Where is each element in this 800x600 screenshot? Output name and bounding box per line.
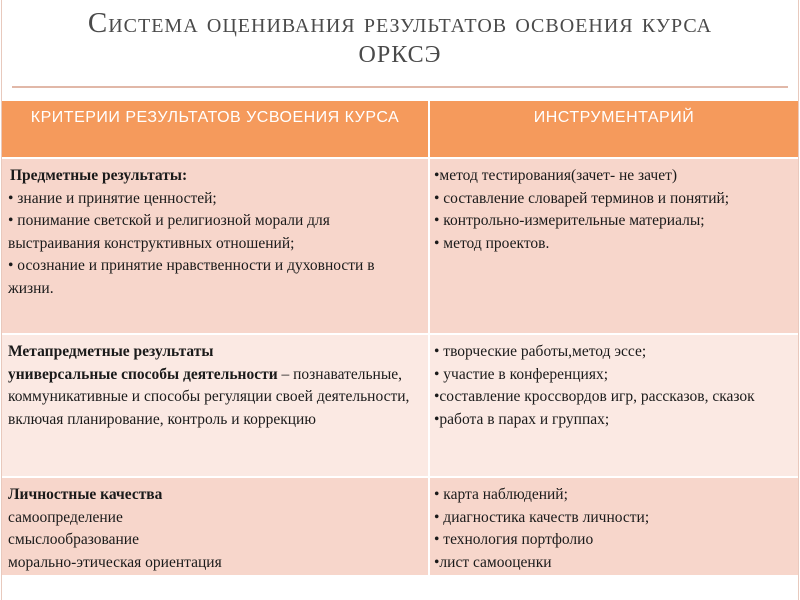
criteria-item: смыслообразование (8, 531, 139, 548)
header-tools: ИНСТРУМЕНТАРИЙ (429, 101, 798, 158)
page-title (20, 6, 780, 70)
tool-item: • технология портфолио (434, 531, 594, 548)
criteria-item: самоопределение (8, 508, 123, 526)
tool-item: • творческие работы,метод эссе; (434, 343, 647, 360)
tool-item: •составление кроссвордов игр, рассказов, сказок (434, 388, 755, 405)
criteria-heading: Личностные качества (8, 486, 163, 503)
criteria-heading: Метапредметные результаты (8, 343, 214, 360)
tool-item: • диагностика качеств личности; (434, 508, 650, 526)
tools-cell (429, 334, 798, 477)
assessment-table (2, 101, 798, 575)
page-title-line2: ОРКСЭ (358, 42, 442, 68)
tool-item: • участие в конференциях; (434, 365, 609, 383)
right-frame-line (798, 0, 799, 600)
header-criteria: КРИТЕРИИ РЕЗУЛЬТАТОВ УСВОЕНИЯ КУРСА (2, 101, 429, 158)
criteria-subheading: универсальные способы деятельности (8, 365, 278, 383)
tools-cell (429, 158, 798, 334)
table-row (2, 334, 798, 477)
criteria-cell (2, 158, 429, 334)
tool-item: • контрольно-измерительные материалы; (434, 212, 705, 229)
tool-item: •метод тестирования(зачет- не зачет) (434, 167, 678, 184)
criteria-cell (2, 477, 429, 575)
tool-item: •лист самооценки (434, 553, 552, 571)
tool-item: • метод проектов. (434, 234, 550, 252)
page-title-line1: Система оценивания результатов освоения курса (87, 7, 713, 39)
criteria-heading: Предметные результаты: (10, 167, 188, 184)
criteria-item: • знание и принятие ценностей; (8, 189, 217, 207)
criteria-item: морально-этическая ориентация (8, 553, 222, 571)
tool-item: • составление словарей терминов и понятий; (434, 189, 730, 207)
criteria-item: • осознание и принятие нравственности и духовности в жизни. (8, 257, 375, 297)
criteria-item: • понимание светской и религиозной морали для выстраивания конструктивных отношений; (8, 212, 330, 252)
table-row (2, 158, 798, 334)
table-row (2, 477, 798, 575)
criteria-text: – познавательные, коммуникативные и способы регуляции своей деятельности, включая планирование, контроль и коррекцию (8, 365, 410, 428)
tool-item: • карта наблюдений; (434, 486, 568, 503)
table-header-row (2, 101, 798, 158)
title-divider (12, 86, 788, 88)
tool-item: •работа в парах и группах; (434, 410, 610, 428)
tools-cell (429, 477, 798, 575)
criteria-cell (2, 334, 429, 477)
